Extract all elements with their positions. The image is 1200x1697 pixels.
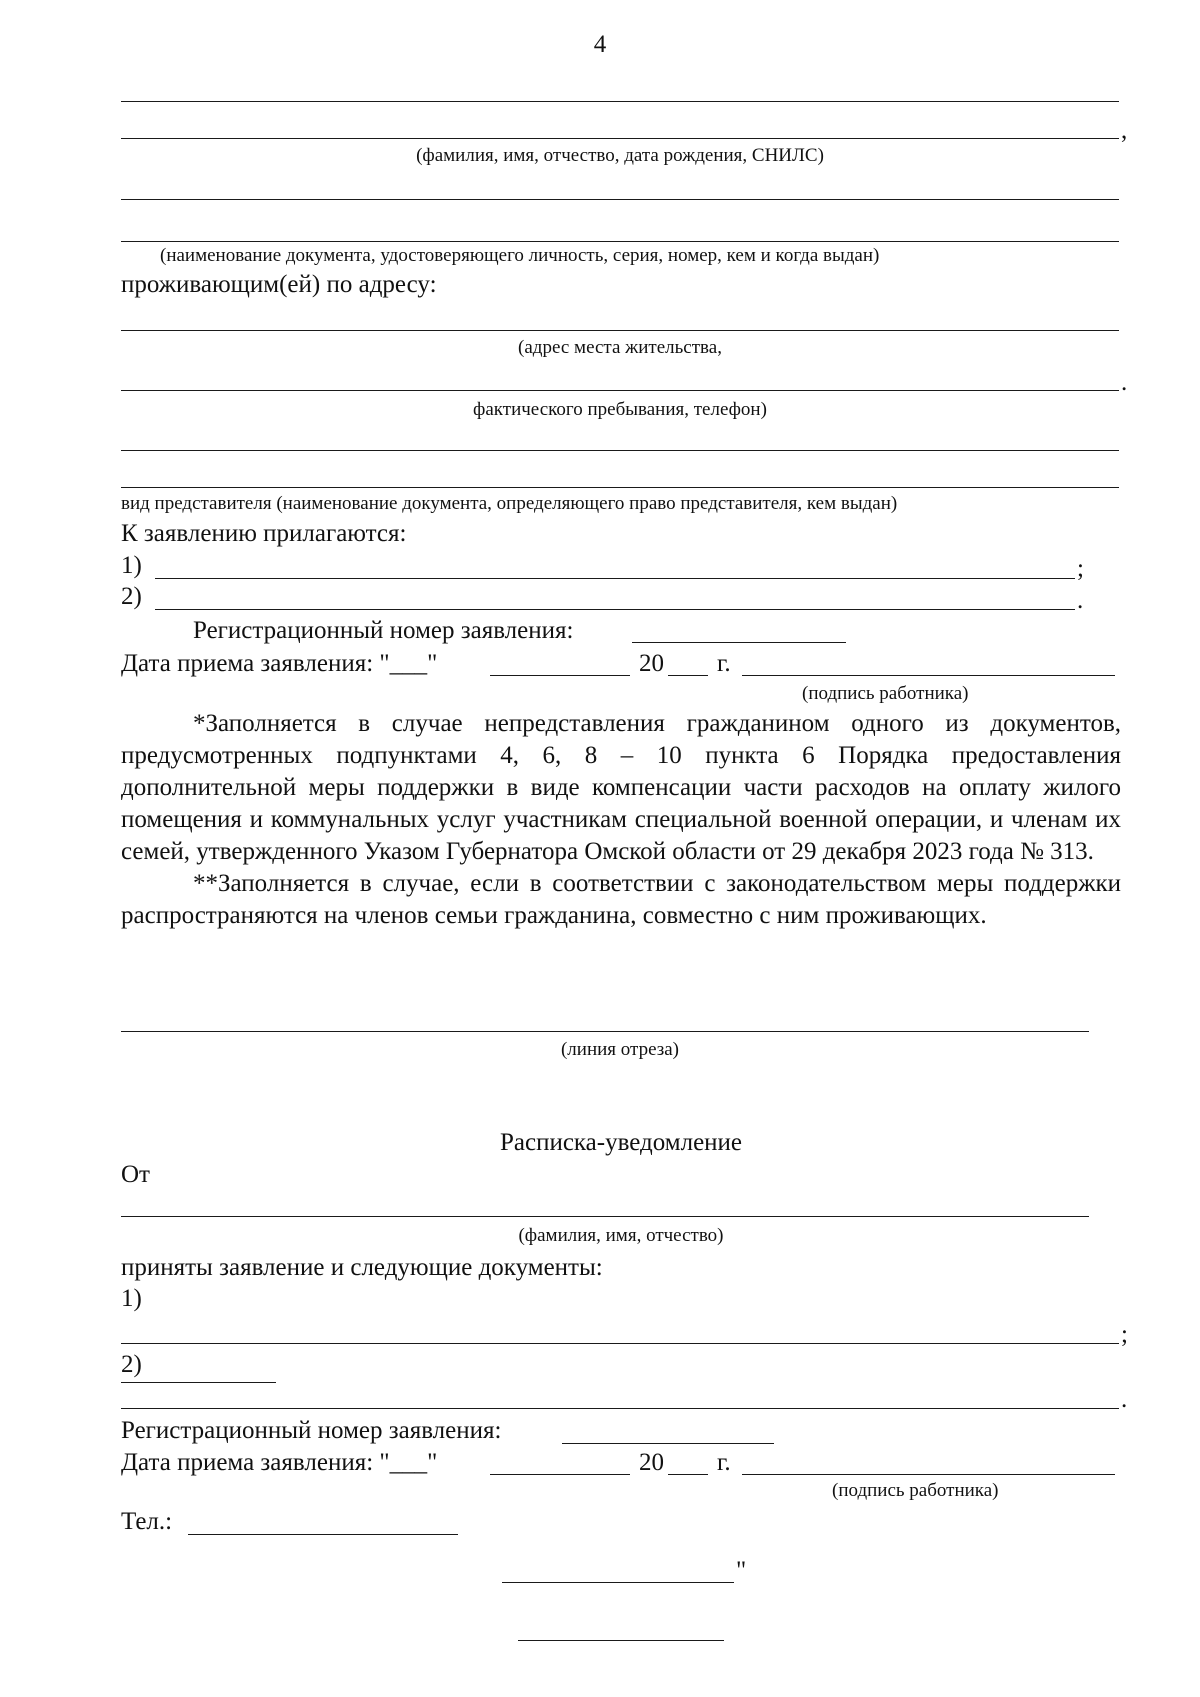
applicant-name-line-1[interactable]: [121, 101, 1119, 102]
receipt-worker-signature-caption: (подпись работника): [832, 1480, 999, 1501]
receipt-accepted-text: приняты заявление и следующие документы:: [121, 1254, 603, 1281]
receipt-item-2-number: 2): [121, 1351, 142, 1378]
stay-caption: фактического пребывания, телефон): [473, 399, 767, 420]
address-line-1[interactable]: [121, 330, 1119, 331]
address-intro: проживающим(ей) по адресу:: [121, 271, 437, 298]
applicant-name-line-2[interactable]: [121, 138, 1119, 139]
applicant-name-comma: ,: [1121, 117, 1128, 144]
receipt-year-suffix: г.: [717, 1449, 731, 1476]
receipt-fio-line[interactable]: [121, 1216, 1089, 1217]
receipt-date-label: Дата приема заявления: "___": [121, 1449, 438, 1476]
representative-caption: вид представителя (наименование документа, определяющего право представителя, кем выдан): [121, 493, 898, 514]
closing-line-2: [518, 1640, 724, 1641]
id-document-line-2[interactable]: [121, 241, 1119, 242]
cut-line: [121, 1031, 1089, 1032]
worker-signature-field[interactable]: [742, 675, 1115, 676]
receipt-worker-signature-field[interactable]: [742, 1474, 1115, 1475]
applicant-fio-caption: (фамилия, имя, отчество, дата рождения, СНИЛС): [416, 145, 824, 166]
registration-number-field[interactable]: [632, 642, 846, 643]
footnotes: [121, 708, 1121, 932]
footnote-2: **Заполняется в случае, если в соответствии с законодательством меры поддержки распространяются на членов семьи гражданина, совместно с ним проживающих.: [121, 870, 1121, 929]
attachment-item-2-line[interactable]: [155, 609, 1075, 610]
attachment-item-2-end: .: [1077, 587, 1084, 614]
representative-line-2[interactable]: [121, 487, 1119, 488]
receipt-date-month-field[interactable]: [490, 1474, 630, 1475]
address-period: .: [1121, 369, 1128, 396]
closing-quote: ": [736, 1557, 747, 1584]
application-year-suffix: г.: [717, 650, 731, 677]
receipt-from-label: От: [121, 1161, 150, 1188]
receipt-fio-caption: (фамилия, имя, отчество): [518, 1225, 724, 1246]
cut-line-caption: (линия отреза): [560, 1039, 680, 1060]
application-date-label: Дата приема заявления: "___": [121, 650, 438, 677]
attachment-item-1-line[interactable]: [155, 578, 1075, 579]
registration-number-label: Регистрационный номер заявления:: [193, 617, 574, 644]
attachment-item-1-number: 1): [121, 552, 142, 579]
footnote-1: *Заполняется в случае непредставления гражданином одного из документов, предусмотренных подпунктами 4, 6, 8 – 10 пункта 6 Порядка предоставления дополнительной меры поддержки в виде компенсации части расходов на оплату жилого помещения и коммунальных услуг участникам специальной военной операции, и членам их семей, утвержденного Указом Губернатора Омской области от 29 декабря 2023 года № 313.: [121, 710, 1121, 865]
closing-line-1: [502, 1582, 734, 1583]
page-number: 4: [593, 31, 607, 58]
receipt-year-field[interactable]: [668, 1474, 708, 1475]
receipt-registration-number-label: Регистрационный номер заявления:: [121, 1417, 502, 1444]
receipt-phone-field[interactable]: [188, 1534, 458, 1535]
attachments-heading: К заявлению прилагаются:: [121, 520, 407, 547]
address-caption: (адрес места жительства,: [518, 337, 722, 358]
application-year-prefix: 20: [639, 650, 664, 677]
receipt-registration-number-field[interactable]: [562, 1443, 774, 1444]
receipt-title: Расписка-уведомление: [499, 1129, 743, 1156]
receipt-item-1-line[interactable]: [121, 1343, 1119, 1344]
application-year-field[interactable]: [668, 675, 708, 676]
attachment-item-2-number: 2): [121, 583, 142, 610]
id-document-caption: (наименование документа, удостоверяющего личность, серия, номер, кем и когда выдан): [160, 245, 880, 266]
receipt-item-1-end: ;: [1121, 1321, 1128, 1348]
attachment-item-1-end: ;: [1077, 555, 1084, 582]
application-date-month-field[interactable]: [490, 675, 630, 676]
representative-line-1[interactable]: [121, 450, 1119, 451]
id-document-line-1[interactable]: [121, 199, 1119, 200]
receipt-item-2-line[interactable]: [121, 1408, 1119, 1409]
receipt-item-2-end: .: [1121, 1386, 1128, 1413]
address-line-2[interactable]: [121, 390, 1119, 391]
receipt-year-prefix: 20: [639, 1449, 664, 1476]
receipt-phone-label: Тел.:: [121, 1508, 173, 1535]
receipt-item-2-number-underline: [121, 1382, 276, 1383]
worker-signature-caption: (подпись работника): [802, 683, 969, 704]
receipt-item-1-number: 1): [121, 1285, 142, 1312]
